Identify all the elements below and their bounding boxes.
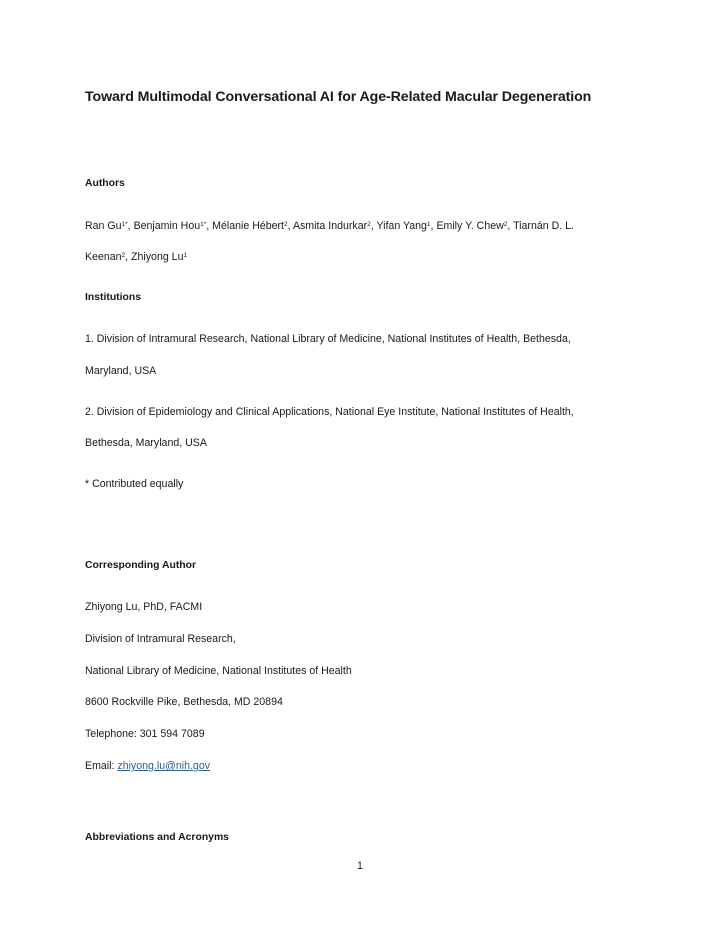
authors-heading: Authors	[85, 178, 125, 189]
author-affiliation: 1*	[200, 220, 207, 228]
paper-title: Toward Multimodal Conversational AI for Age-Related Macular Degeneration	[85, 89, 592, 105]
author-name: Zhiyong Lu	[131, 251, 184, 263]
author-affiliation: 2	[367, 220, 371, 228]
author-name: Emily Y. Chew	[436, 220, 504, 232]
corresponding-organization: National Library of Medicine, National Institutes of Health	[85, 665, 352, 677]
author-affiliation: 1*	[121, 220, 128, 228]
corresponding-name: Zhiyong Lu, PhD, FACMI	[85, 601, 203, 613]
page-number: 1	[357, 860, 363, 872]
author-name: Mélanie Hébert	[212, 220, 284, 232]
corresponding-author-heading: Corresponding Author	[85, 560, 197, 571]
author-name: Keenan	[85, 251, 122, 263]
corresponding-address: 8600 Rockville Pike, Bethesda, MD 20894	[85, 696, 283, 708]
author-affiliation: 2	[121, 251, 126, 259]
institution-2-line-1: 2. Division of Epidemiology and Clinical Applications, National Eye Institute, National Institutes of Health,	[85, 406, 574, 418]
email-label: Email:	[85, 760, 118, 772]
corresponding-email-line	[85, 759, 210, 773]
corresponding-telephone: Telephone: 301 594 7089	[85, 728, 205, 740]
institution-2-line-2: Bethesda, Maryland, USA	[85, 437, 207, 449]
author-affiliation: 2	[284, 220, 288, 228]
author-affiliation: 1	[183, 251, 188, 259]
email-link[interactable]: zhiyong.lu@nih.gov	[117, 760, 211, 772]
institution-1-line-1: 1. Division of Intramural Research, National Library of Medicine, National Institutes of Health, Bethesda,	[85, 333, 571, 345]
author-name: Yifan Yang	[376, 220, 427, 232]
authors-line-2: Keenan$^2$, Zhiyong Lu$^1$	[85, 251, 188, 263]
author-affiliation: 2	[503, 220, 508, 228]
equal-contribution-note: * Contributed equally	[85, 478, 184, 490]
author-affiliation: 1	[426, 220, 431, 228]
abbreviations-heading: Abbreviations and Acronyms	[85, 832, 229, 843]
authors-line-1: Ran $Gu^{1*}$, Benjamin Hou$^{1*}$, Mélanie Hébert$^2$, Asmita Indurkar$^2$, Yifan Yang$^1$, Emily Y. Chew$^2$, Tiarnán D. L.	[85, 220, 574, 232]
author-name: Asmita Indurkar	[292, 220, 368, 232]
author-name: Tiarnán D. L.	[513, 220, 574, 232]
institution-1-line-2: Maryland, USA	[85, 365, 157, 377]
author-name: Ran Gu	[85, 220, 122, 232]
corresponding-division: Division of Intramural Research,	[85, 633, 236, 645]
institutions-heading: Institutions	[85, 292, 141, 303]
author-name: Benjamin Hou	[133, 220, 201, 232]
